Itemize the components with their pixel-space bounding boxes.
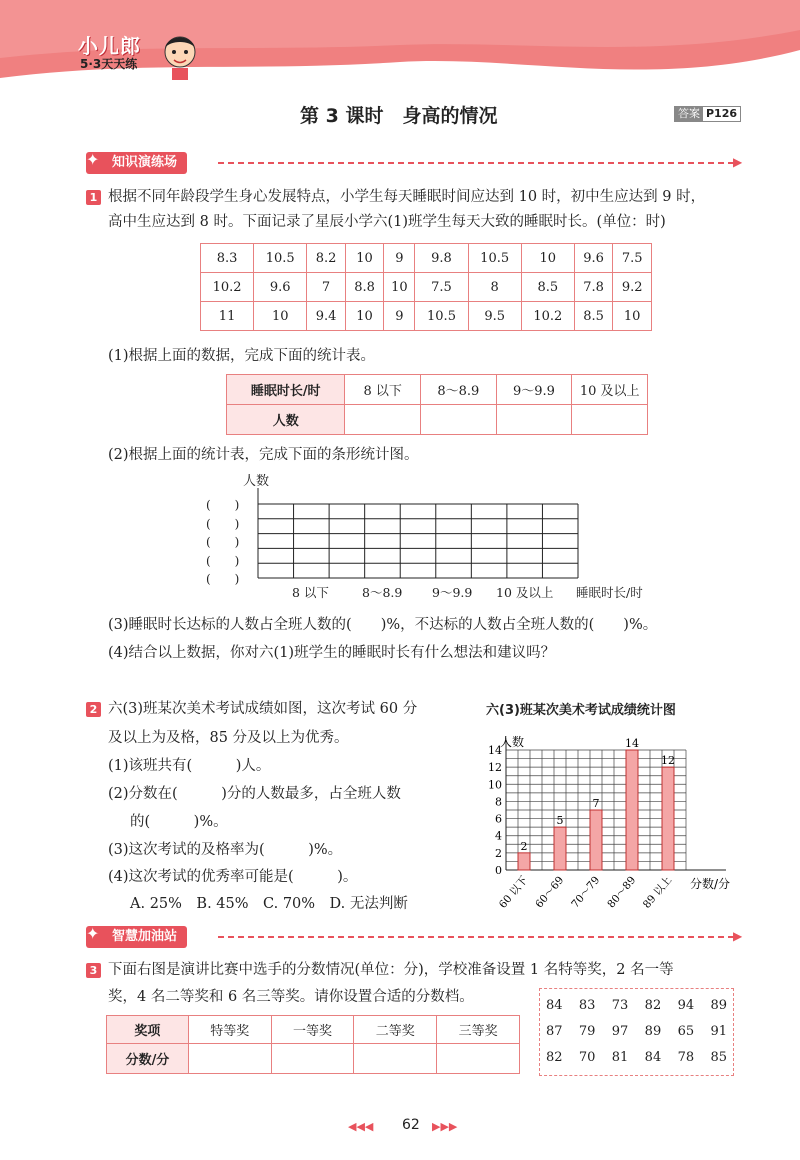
- answer-page: P126: [706, 107, 738, 120]
- bar: [590, 810, 602, 870]
- chart1-paren-column: [206, 496, 239, 589]
- x-tick-label: 60 以下: [496, 874, 531, 911]
- chart2-title: 六(3)班某次美术考试成绩统计图: [486, 703, 676, 718]
- y-tick-label: 2: [495, 846, 502, 860]
- award-table: [106, 1015, 520, 1074]
- section-title-1: 知识演练场: [86, 152, 187, 174]
- y-blank[interactable]: ( ): [206, 553, 240, 568]
- award-header-cell: 三等奖: [437, 1016, 520, 1044]
- next-arrows-icon: ▶▶▶: [432, 1120, 458, 1133]
- award-row-label: 分数/分: [107, 1044, 189, 1074]
- answer-label: 答案: [675, 107, 703, 121]
- bar-value-label: 14: [625, 737, 639, 750]
- stat-row-label: 人数: [227, 405, 345, 435]
- score-value: 89: [710, 998, 727, 1013]
- q1-sub1: (1)根据上面的数据，完成下面的统计表。: [108, 348, 376, 364]
- chart1-x-label: 10 及以上: [496, 585, 554, 600]
- y-tick-label: 6: [495, 812, 502, 826]
- q1-text-line2: 高中生应达到 8 时。下面记录了星辰小学六(1)班学生每天大致的睡眠时长。(单位：时): [108, 214, 666, 230]
- data-cell: 10.2: [201, 273, 254, 302]
- score-value: 83: [578, 998, 596, 1013]
- award-header-cell: 奖项: [107, 1016, 189, 1044]
- score-value: 84: [546, 998, 563, 1013]
- data-cell: 8.3: [201, 244, 254, 273]
- bar: [626, 750, 638, 870]
- prev-arrows-icon: ◀◀◀: [348, 1120, 374, 1133]
- data-cell: 10: [384, 273, 415, 302]
- data-cell: 9.6: [574, 244, 612, 273]
- bar: [554, 827, 566, 870]
- data-cell: 9.8: [415, 244, 468, 273]
- data-cell: 7: [307, 273, 345, 302]
- data-cell: 8.2: [307, 244, 345, 273]
- q2-text-line2: 及以上为及格，85 分及以上为优秀。: [108, 730, 349, 746]
- q1-sub4: (4)结合以上数据，你对六(1)班学生的睡眠时长有什么想法和建议吗？: [108, 645, 556, 661]
- data-cell: 8.8: [345, 273, 383, 302]
- q2-sub3: (3)这次考试的及格率为( )%。: [108, 842, 343, 858]
- q1-sub3: (3)睡眠时长达标的人数占全班人数的( )%，不达标的人数占全班人数的( )%。: [108, 617, 658, 633]
- chart1-x-title: 睡眠时长/时: [576, 585, 643, 600]
- x-axis-label: 分数/分: [690, 877, 731, 891]
- score-value: 73: [611, 998, 629, 1013]
- score-value: 91: [710, 1024, 727, 1039]
- score-value: 81: [611, 1050, 629, 1065]
- y-blank[interactable]: ( ): [206, 516, 240, 531]
- score-row: [546, 1045, 727, 1071]
- x-tick-label: 70～79: [569, 874, 603, 911]
- score-row: [546, 993, 727, 1019]
- question-number-1: 1: [86, 190, 101, 205]
- score-value: 85: [710, 1050, 727, 1065]
- arrow-icon: ▶: [733, 929, 743, 943]
- y-blank[interactable]: ( ): [206, 535, 240, 549]
- stat-header-cell: 10 及以上: [572, 375, 648, 405]
- x-tick-label: 80～89: [605, 874, 639, 911]
- q2-sub4: (4)这次考试的优秀率可能是( )。: [108, 869, 358, 885]
- data-cell: 10: [345, 302, 383, 331]
- mascot-icon: [160, 30, 200, 82]
- y-tick-label: 8: [495, 795, 502, 809]
- q3-text-line1: 下面右图是演讲比赛中选手的分数情况(单位：分)，学校准备设置 1 名特等奖，2 名一等: [108, 962, 674, 978]
- sleep-data-table: [200, 243, 652, 331]
- q2-sub2b: 的( )%。: [130, 814, 228, 830]
- stat-header-cell: 9～9.9: [496, 375, 572, 405]
- y-tick-label: 0: [495, 864, 502, 877]
- score-value: 70: [578, 1050, 596, 1065]
- y-tick-label: 14: [488, 744, 502, 757]
- stat-header-cell: 8～8.9: [421, 375, 497, 405]
- y-tick-label: 4: [495, 829, 502, 843]
- y-blank[interactable]: ( ): [206, 572, 240, 586]
- section-divider-2: [218, 936, 734, 938]
- award-header-cell: 一等奖: [271, 1016, 354, 1044]
- data-cell: 7.5: [613, 244, 652, 273]
- bar-value-label: 2: [520, 839, 528, 853]
- chart1-x-label: 8 以下: [292, 585, 329, 600]
- score-value: 94: [677, 998, 695, 1013]
- data-cell: 9: [384, 302, 415, 331]
- page-number: 62: [402, 1117, 420, 1133]
- q2-options: A. 25% B. 45% C. 70% D. 无法判断: [130, 896, 408, 912]
- data-cell: 10: [521, 244, 574, 273]
- q2-sub1: (1)该班共有( )人。: [108, 758, 271, 774]
- bar: [518, 853, 530, 870]
- flag-icon: ✦: [86, 924, 100, 943]
- bar-value-label: 12: [661, 754, 675, 768]
- y-tick-label: 12: [488, 761, 502, 775]
- data-cell: 10.5: [415, 302, 468, 331]
- stat-header-cell: 8 以下: [345, 375, 421, 405]
- x-tick-label: 60～69: [533, 874, 567, 911]
- score-value: 65: [677, 1024, 695, 1039]
- grade-bar-chart: [470, 722, 745, 922]
- answer-ref: [674, 106, 741, 122]
- data-cell: 10: [254, 302, 307, 331]
- data-cell: 10.5: [468, 244, 521, 273]
- data-cell: 9: [384, 244, 415, 273]
- empty-bar-chart-grid[interactable]: [250, 488, 590, 588]
- q2-text-line1: 六(3)班某次美术考试成绩如图，这次考试 60 分: [108, 701, 418, 717]
- data-cell: 8.5: [574, 302, 612, 331]
- stat-header-cell: 睡眠时长/时: [227, 375, 345, 405]
- award-header-cell: 二等奖: [354, 1016, 437, 1044]
- bar-value-label: 7: [592, 797, 600, 810]
- q1-sub2: (2)根据上面的统计表，完成下面的条形统计图。: [108, 447, 419, 463]
- chart1-x-label: 9～9.9: [432, 585, 473, 600]
- section-title-2: 智慧加油站: [86, 926, 187, 948]
- answer-cell[interactable]: [437, 1044, 520, 1074]
- data-cell: 8: [468, 273, 521, 302]
- data-cell: 10: [613, 302, 652, 331]
- lesson-title: 第 3 课时 身高的情况: [300, 105, 498, 127]
- bar-value-label: 5: [556, 814, 564, 828]
- score-value: 79: [578, 1024, 596, 1039]
- chart1-x-label: 8～8.9: [362, 585, 403, 600]
- data-cell: 9.6: [254, 273, 307, 302]
- flag-icon: ✦: [86, 150, 100, 169]
- data-cell: 7.5: [415, 273, 468, 302]
- y-tick-label: 10: [488, 778, 502, 792]
- answer-cell[interactable]: [572, 405, 648, 435]
- question-number-2: 2: [86, 702, 101, 717]
- score-value: 97: [611, 1024, 629, 1039]
- answer-cell[interactable]: [354, 1044, 437, 1074]
- score-value: 78: [677, 1050, 695, 1065]
- x-tick-label: 89 以上: [640, 874, 675, 911]
- data-cell: 8.5: [521, 273, 574, 302]
- arrow-icon: ▶: [733, 155, 743, 169]
- y-axis-label: 人数: [500, 735, 525, 749]
- score-box: [539, 988, 734, 1076]
- q1-text-line1: 根据不同年龄段学生身心发展特点，小学生每天睡眠时间应达到 10 时，初中生应达到 9 时，: [108, 189, 706, 205]
- answer-cell[interactable]: [496, 405, 572, 435]
- data-cell: 7.8: [574, 273, 612, 302]
- brand-subtitle: 5·3天天练: [80, 57, 138, 71]
- section-divider-1: [218, 162, 734, 164]
- score-value: 84: [644, 1050, 662, 1065]
- data-cell: 10.5: [254, 244, 307, 273]
- data-cell: 9.4: [307, 302, 345, 331]
- data-cell: 10.2: [521, 302, 574, 331]
- data-cell: 10: [345, 244, 383, 273]
- q3-text-line2: 奖，4 名二等奖和 6 名三等奖。请你设置合适的分数档。: [108, 989, 474, 1005]
- score-value: 82: [546, 1050, 563, 1065]
- score-value: 87: [546, 1024, 563, 1039]
- bar: [662, 767, 674, 870]
- y-blank[interactable]: ( ): [206, 498, 240, 512]
- score-value: 89: [644, 1024, 662, 1039]
- data-cell: 9.2: [613, 273, 652, 302]
- award-header-cell: 特等奖: [188, 1016, 271, 1044]
- answer-cell[interactable]: [421, 405, 497, 435]
- q2-sub2a: (2)分数在( )分的人数最多，占全班人数: [108, 786, 401, 802]
- answer-cell[interactable]: [188, 1044, 271, 1074]
- score-row: [546, 1019, 727, 1045]
- sleep-stat-table: [226, 374, 648, 435]
- data-cell: 11: [201, 302, 254, 331]
- chart1-ylabel: 人数: [243, 474, 270, 489]
- brand-logo: 小儿郎: [78, 34, 141, 58]
- question-number-3: 3: [86, 963, 101, 978]
- data-cell: 9.5: [468, 302, 521, 331]
- score-value: 82: [644, 998, 662, 1013]
- answer-cell[interactable]: [271, 1044, 354, 1074]
- answer-cell[interactable]: [345, 405, 421, 435]
